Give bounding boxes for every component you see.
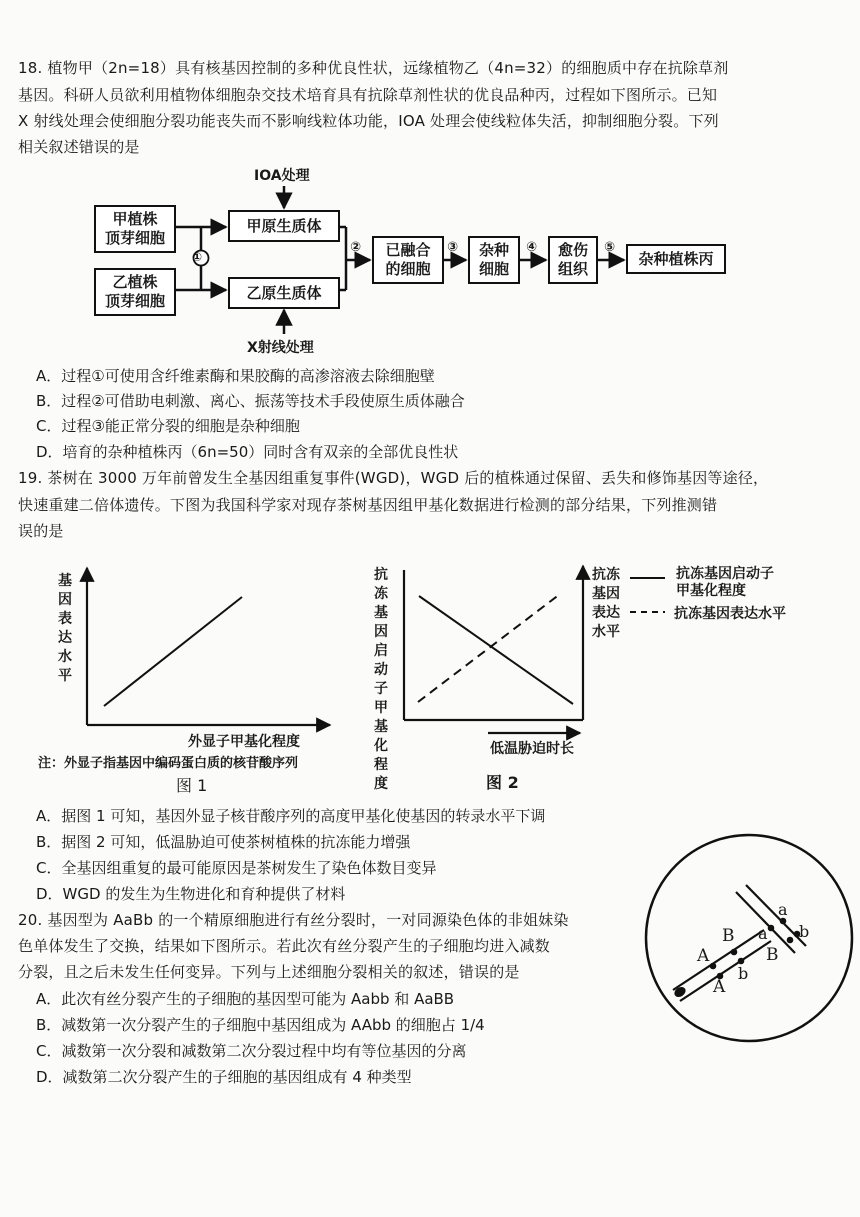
callus-line1: 愈伤 bbox=[557, 241, 588, 259]
step-1: ① bbox=[192, 250, 203, 264]
q19-line-3: 误的是 bbox=[18, 522, 64, 540]
yi-cell-line2: 顶芽细胞 bbox=[104, 292, 165, 310]
q20-option-b: B．减数第一次分裂产生的子细胞中基因组成为 AAbb 的细胞占 1/4 bbox=[36, 1016, 485, 1034]
jia-cell-line2: 顶芽细胞 bbox=[104, 229, 165, 247]
hybrid-line1: 杂种 bbox=[478, 241, 509, 259]
callus-line2: 组织 bbox=[557, 260, 588, 278]
step-2: ② bbox=[350, 240, 362, 255]
ioa-label: IOA处理 bbox=[254, 168, 310, 184]
yi-protoplast-box: 乙原生质体 bbox=[228, 277, 340, 309]
q18-option-d: D．培育的杂种植株丙（6n=50）同时含有双亲的全部优良性状 bbox=[36, 443, 459, 461]
q20-option-c: C．减数第一次分裂和减数第二次分裂过程中均有等位基因的分离 bbox=[36, 1042, 467, 1060]
q20-line-3: 分裂，且之后未发生任何变异。下列与上述细胞分裂相关的叙述，错误的是 bbox=[18, 963, 520, 981]
gene-dot-B-upper bbox=[731, 949, 738, 956]
step-5: ⑤ bbox=[604, 240, 616, 255]
chromatid-lower-2 bbox=[680, 941, 771, 1001]
gene-label-b-2: b bbox=[799, 922, 810, 941]
jia-cell-line1: 甲植株 bbox=[112, 210, 158, 228]
fig2-legend-solid-line2: 甲基化程度 bbox=[676, 583, 746, 599]
fig2-y-label-right: 抗冻基因表达水平 bbox=[592, 567, 620, 640]
fig2-caption: 图 2 bbox=[486, 773, 519, 792]
q20-option-d: D．减数第二次分裂产生的子细胞的基因组成有 4 种类型 bbox=[36, 1068, 412, 1086]
gene-label-A-1: A bbox=[697, 946, 710, 966]
fig2-legend-dashed: 抗冻基因表达水平 bbox=[674, 606, 786, 622]
gene-label-A-2: A bbox=[713, 977, 726, 997]
step-3: ③ bbox=[447, 240, 459, 255]
gene-label-a-2: a bbox=[778, 900, 788, 919]
q18-line-4: 相关叙述错误的是 bbox=[18, 138, 140, 156]
q19-line-1: 19. 茶树在 3000 万年前曾发生全基因组重复事件(WGD)，WGD 后的植株通过保留、丢失和修饰基因等途径， bbox=[18, 469, 769, 487]
q20-option-a: A．此次有丝分裂产生的子细胞的基因型可能为 Aabb 和 AaBB bbox=[36, 990, 455, 1008]
gene-dot-A-upper bbox=[710, 963, 717, 970]
q19-option-c: C．全基因组重复的最可能原因是茶树发生了染色体数目变异 bbox=[36, 859, 437, 877]
q20-line-1: 20. 基因型为 AaBb 的一个精原细胞进行有丝分裂时，一对同源染色体的非姐妹染 bbox=[18, 911, 569, 929]
cell-membrane bbox=[646, 835, 852, 1041]
hybrid-plant-box: 杂种植株丙 bbox=[626, 244, 726, 274]
fig2-legend-solid-line1: 抗冻基因启动子 bbox=[676, 566, 774, 582]
q19-option-d: D．WGD 的发生为生物进化和育种提供了材料 bbox=[36, 885, 346, 903]
gene-label-B-2: B bbox=[766, 945, 779, 965]
gene-label-b-1: b bbox=[738, 964, 749, 983]
q18-option-a: A．过程①可使用含纤维素酶和果胶酶的高渗溶液去除细胞壁 bbox=[36, 367, 435, 385]
q18-line-3: X 射线处理会使细胞分裂功能丧失而不影响线粒体功能，IOA 处理会使线粒体失活，抑制细胞分裂。下列 bbox=[18, 112, 719, 130]
hybrid-line2: 细胞 bbox=[478, 260, 509, 278]
fig1-y-label: 基因表达水平 bbox=[58, 573, 72, 684]
q19-option-a: A．据图 1 可知，基因外显子核苷酸序列的高度甲基化使基因的转录水平下调 bbox=[36, 807, 546, 825]
fused-line2: 的细胞 bbox=[385, 260, 431, 278]
step-4: ④ bbox=[526, 240, 538, 255]
q18-option-c: C．过程③能正常分裂的细胞是杂种细胞 bbox=[36, 417, 300, 435]
xray-label: X射线处理 bbox=[247, 340, 314, 356]
fig1-note: 注：外显子指基因中编码蛋白质的核苷酸序列 bbox=[38, 756, 299, 771]
gene-dot-a-upper bbox=[768, 925, 775, 932]
q20-line-2: 色单体发生了交换，结果如下图所示。若此次有丝分裂产生的子细胞均进入减数 bbox=[18, 937, 551, 955]
fig1-caption: 图 1 bbox=[176, 776, 208, 795]
q19-line-2: 快速重建二倍体遗传。下图为我国科学家对现存茶树基因组甲基化数据进行检测的部分结果，下列推测错 bbox=[18, 496, 718, 514]
q18-line-2: 基因。科研人员欲利用植物体细胞杂交技术培育具有抗除草剂性状的优良品种丙，过程如下图所示。已知 bbox=[18, 86, 718, 104]
fig1-x-label: 外显子甲基化程度 bbox=[188, 734, 300, 750]
gene-label-B-1: B bbox=[722, 926, 735, 946]
gene-dot-B-right bbox=[787, 937, 794, 944]
q18-option-b: B．过程②可借助电刺激、离心、振荡等技术手段使原生质体融合 bbox=[36, 392, 465, 410]
jia-protoplast-box: 甲原生质体 bbox=[228, 210, 340, 242]
yi-cell-line1: 乙植株 bbox=[112, 273, 158, 291]
q19-option-b: B．据图 2 可知，低温胁迫可使茶树植株的抗冻能力增强 bbox=[36, 833, 411, 851]
fused-line1: 已融合 bbox=[385, 241, 431, 259]
fig2-y-label-left: 抗冻基因启动子甲基化程度 bbox=[374, 567, 388, 792]
gene-label-a-1: a bbox=[758, 924, 768, 943]
q18-line-1: 18. 植物甲（2n=18）具有核基因控制的多种优良性状，远缘植物乙（4n=32）的细胞质中存在抗除草剂 bbox=[18, 59, 729, 77]
fig2-x-label: 低温胁迫时长 bbox=[490, 741, 574, 757]
